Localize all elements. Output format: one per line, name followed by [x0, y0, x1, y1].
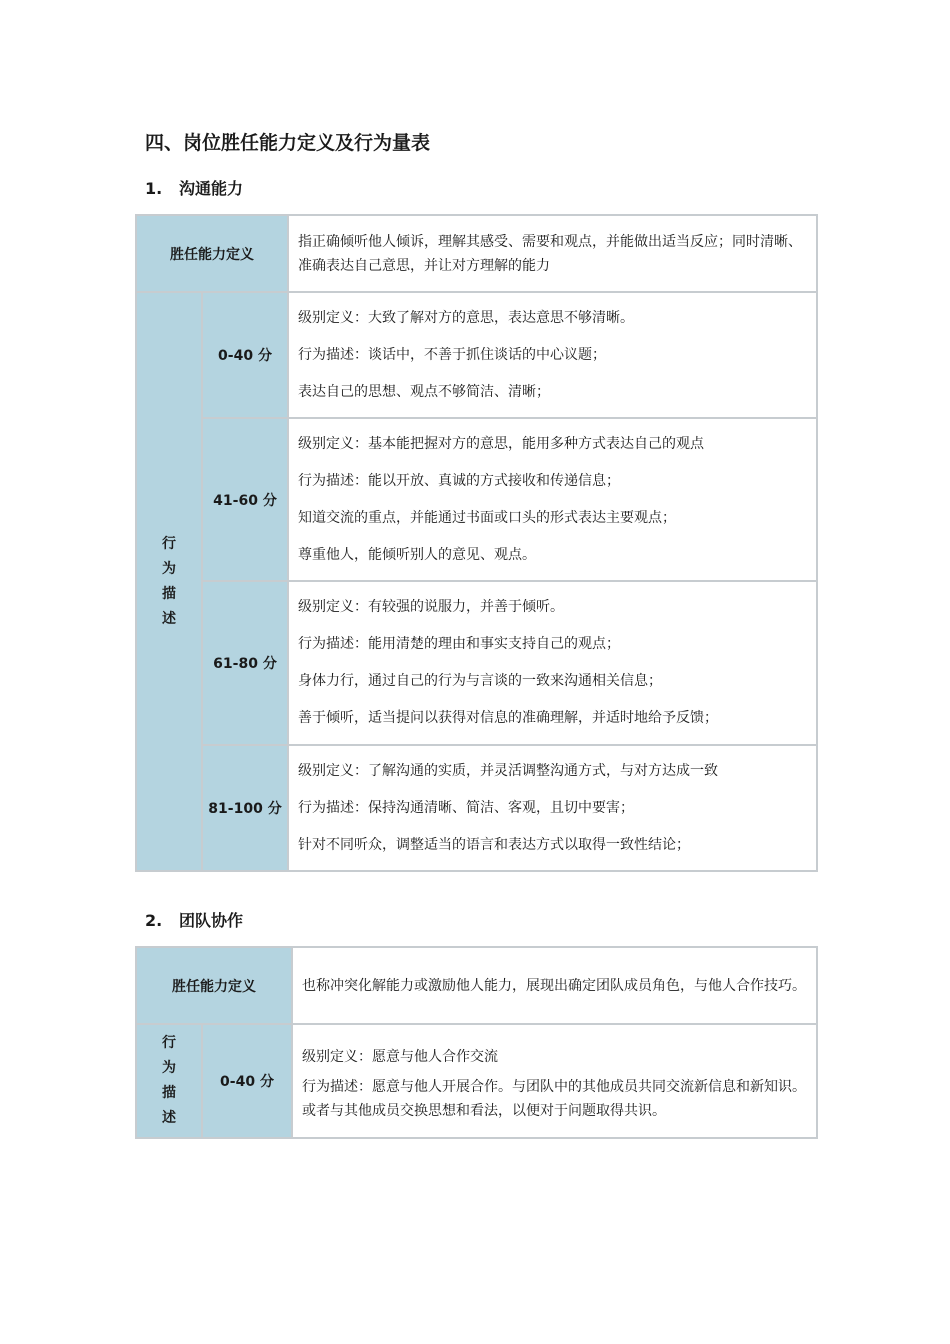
- level-row: [136, 1024, 817, 1138]
- definition-label: 胜任能力定义: [136, 215, 288, 292]
- level-line: 身体力行，通过自己的行为与言谈的一致来沟通相关信息；: [298, 673, 662, 689]
- behavior-label-char: 为: [162, 560, 176, 577]
- subsection-number: 2.: [145, 911, 163, 930]
- level-line: 针对不同听众，调整适当的语言和表达方式以取得一致性结论；: [298, 836, 690, 853]
- behavior-label-char: 描: [162, 585, 176, 602]
- score-range: 0-40 分: [202, 292, 288, 418]
- level-line: 知道交流的重点，并能通过书面或口头的形式表达主要观点；: [298, 509, 676, 526]
- definition-text-cell: [288, 215, 817, 292]
- definition-text-cell: [292, 947, 817, 1024]
- definition-text: 也称冲突化解能力或激励他人能力，展现出确定团队成员角色，与他人合作技巧。: [302, 977, 806, 994]
- level-description: [288, 418, 817, 581]
- definition-row: [136, 947, 817, 1024]
- level-line: 行为描述：能以开放、真诚的方式接收和传递信息；: [298, 472, 620, 489]
- competency-table-teamwork: [135, 946, 818, 1139]
- level-line: 级别定义：了解沟通的实质，并灵活调整沟通方式，与对方达成一致: [298, 762, 718, 779]
- score-range: 61-80 分: [202, 581, 288, 745]
- competency-table-communication: [135, 214, 818, 872]
- level-line: 表达自己的思想、观点不够简洁、清晰；: [298, 383, 550, 400]
- behavior-label: [136, 1024, 202, 1138]
- subsection-number: 1.: [145, 179, 163, 198]
- level-description: [292, 1024, 817, 1138]
- level-row: [136, 292, 817, 418]
- level-description: [288, 745, 817, 871]
- level-line: 善于倾听，适当提问以获得对信息的准确理解，并适时地给予反馈；: [298, 710, 718, 726]
- level-line: 行为描述：能用清楚的理由和事实支持自己的观点；: [298, 636, 620, 652]
- level-line: 级别定义：有较强的说服力，并善于倾听。: [298, 599, 564, 615]
- definition-row: [136, 215, 817, 292]
- section-heading: 四、岗位胜任能力定义及行为量表: [145, 132, 431, 154]
- level-line: 级别定义：大致了解对方的意思，表达意思不够清晰。: [298, 309, 634, 326]
- level-line: 级别定义：愿意与他人合作交流: [302, 1049, 498, 1065]
- level-line: 行为描述：保持沟通清晰、简洁、客观，且切中要害；: [298, 799, 634, 816]
- subsection-title-teamwork: [145, 908, 243, 931]
- behavior-label-char: 述: [162, 610, 176, 627]
- level-row: [136, 418, 817, 581]
- behavior-label-char: 行: [162, 1035, 176, 1051]
- behavior-label-char: 述: [162, 1110, 176, 1126]
- level-description: [288, 292, 817, 418]
- score-range: 81-100 分: [202, 745, 288, 871]
- level-line: 级别定义：基本能把握对方的意思，能用多种方式表达自己的观点: [298, 435, 704, 452]
- level-line: 尊重他人，能倾听别人的意见、观点。: [298, 546, 536, 563]
- behavior-label-char: 为: [162, 1060, 176, 1076]
- behavior-label-char: 描: [162, 1085, 176, 1101]
- behavior-label: [136, 292, 202, 871]
- definition-text: 指正确倾听他人倾诉，理解其感受、需要和观点，并能做出适当反应；同时清晰、准确表达自己意思，并让对方理解的能力: [298, 233, 802, 274]
- level-line: 行为描述：愿意与他人开展合作。与团队中的其他成员共同交流新信息和新知识。或者与其他成员交换思想和看法，以便对于问题取得共识。: [302, 1079, 806, 1119]
- level-row: [136, 745, 817, 871]
- subsection-title: 团队协作: [179, 911, 244, 930]
- score-range: 41-60 分: [202, 418, 288, 581]
- definition-label: 胜任能力定义: [136, 947, 292, 1024]
- level-line: 行为描述：谈话中，不善于抓住谈话的中心议题；: [298, 346, 606, 363]
- subsection-title: 沟通能力: [179, 179, 244, 198]
- level-description: [288, 581, 817, 745]
- subsection-title-communication: [145, 176, 243, 199]
- score-range: 0-40 分: [202, 1024, 292, 1138]
- behavior-label-char: 行: [162, 535, 176, 552]
- level-row: [136, 581, 817, 745]
